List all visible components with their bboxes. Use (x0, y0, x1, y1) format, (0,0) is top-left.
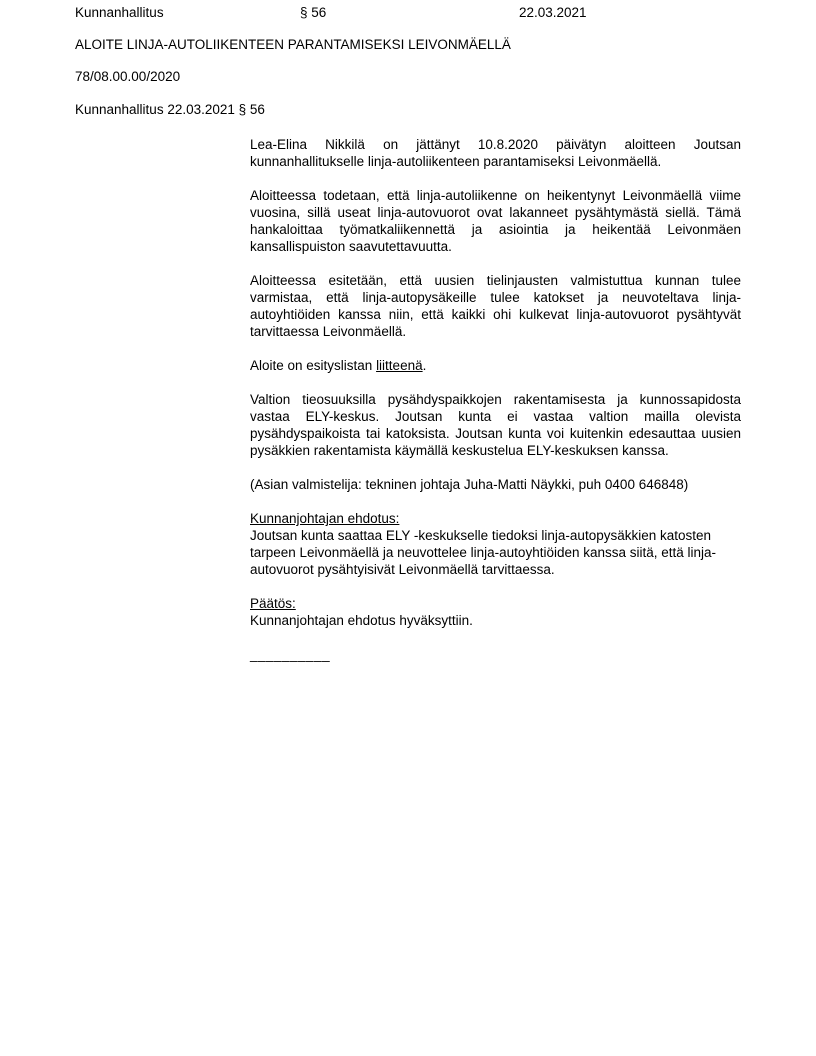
attachment-text-suffix: . (422, 358, 427, 373)
attachment-link-text: liitteenä (376, 358, 423, 373)
document-body (250, 136, 741, 663)
signature-line: __________ (250, 647, 331, 662)
manager-proposal-heading: Kunnanjohtajan ehdotus: (250, 511, 400, 526)
case-number: 78/08.00.00/2020 (75, 69, 181, 84)
paragraph-attachment (250, 357, 741, 374)
paragraph-ely-info: Valtion tieosuuksilla pysähdyspaikkojen rakentamisesta ja kunnossapidosta vastaa ELY-keskus. Joutsan kunta ei vastaa valtion mailla olevista pysähdyspaikoista tai katoksista. Joutsan kunta voi kuitenkin edesauttaa uusien pysäkkien rakentamista käymällä keskustelua ELY-keskuksen kanssa. (250, 392, 741, 458)
attachment-text-prefix: Aloite on esityslistan (250, 358, 377, 373)
committee-name: Kunnanhallitus (75, 5, 164, 20)
decision-block (250, 595, 741, 629)
manager-proposal-block (250, 510, 741, 578)
manager-proposal-text: Joutsan kunta saattaa ELY -keskukselle tiedoksi linja-autopysäkkien katosten tarpeen Leivonmäellä ja neuvottelee linja-autoyhtiöiden kanssa siitä, että linja-autovuorot pysähtyisivät Leivonmäellä tarvittaessa. (250, 528, 717, 577)
section-number: § 56 (300, 5, 327, 20)
paragraph-intro: Lea-Elina Nikkilä on jättänyt 10.8.2020 päivätyn aloitteen Joutsan kunnanhallitukselle linja-autoliikenteen parantamiseksi Leivonmäellä. (250, 137, 741, 169)
paragraph-proposal-request: Aloitteessa esitetään, että uusien tielinjausten valmistuttua kunnan tulee varmistaa, että linja-autopysäkeille tulee katokset ja neuvoteltava linja-autoyhtiöiden kanssa niin, että kaikki ohi kulkevat linja-autovuorot pysähtyvät tarvittaessa Leivonmäellä. (250, 273, 741, 339)
meeting-date: 22.03.2021 (519, 5, 587, 20)
decision-text: Kunnanjohtajan ehdotus hyväksyttiin. (250, 613, 473, 628)
document-title: ALOITE LINJA-AUTOLIIKENTEEN PARANTAMISEKSI LEIVONMÄELLÄ (75, 37, 511, 52)
section-reference-line: Kunnanhallitus 22.03.2021 § 56 (75, 102, 265, 117)
paragraph-preparer-note: (Asian valmistelija: tekninen johtaja Juha-Matti Näykki, puh 0400 646848) (250, 477, 689, 492)
decision-heading: Päätös: (250, 596, 296, 611)
paragraph-background: Aloitteessa todetaan, että linja-autoliikenne on heikentynyt Leivonmäellä viime vuosina, sillä useat linja-autovuorot ovat lakanneet pysähtymästä siellä. Tämä hankaloittaa työmatkaliikennettä ja asiointia ja heikentää Leivonmäen kansallispuiston saavutettavuutta. (250, 188, 741, 254)
